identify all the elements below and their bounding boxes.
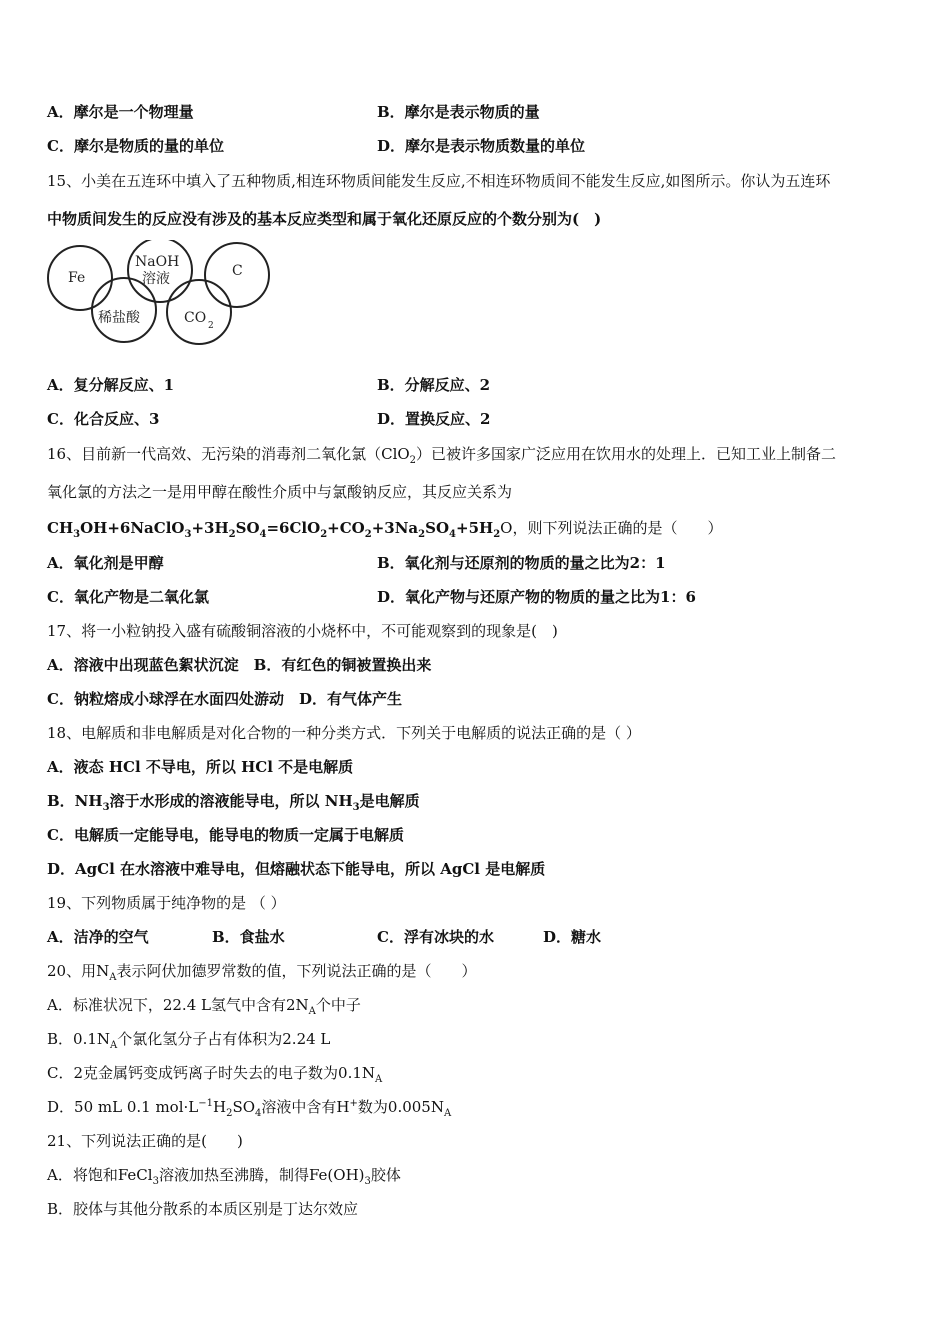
q19-stem: 19、下列物质属于纯净物的是 （ ） <box>47 894 286 912</box>
ring-label-co2-subscript: 2 <box>208 321 214 331</box>
q19-option-d: D．糖水 <box>543 928 602 946</box>
ring-label-fe: Fe <box>68 270 86 286</box>
q14-option-c: C．摩尔是物质的量的单位 <box>47 137 224 155</box>
q16-option-a: A．氧化剂是甲醇 <box>47 554 164 572</box>
q16-equation: $CH_3OH+6NaClO_3+3H_2SO_4=6ClO_2+CO_2+3Na_2SO_4+5H_2O$，则下列说法正确的是（ ） <box>47 519 723 540</box>
q21-option-b: B．胶体与其他分散系的本质区别是丁达尔效应 <box>47 1200 359 1218</box>
ring-label-c: C <box>232 263 243 279</box>
q16-option-d: D．氧化产物与还原产物的物质的量之比为1：6 <box>377 588 696 606</box>
q18-option-c: C．电解质一定能导电，能导电的物质一定属于电解质 <box>47 826 404 844</box>
q17-stem: 17、将一小粒钠投入盛有硫酸铜溶液的小烧杯中，不可能观察到的现象是( ) <box>47 622 558 640</box>
q18-option-a: A．液态 HCl 不导电，所以 HCl 不是电解质 <box>47 758 354 776</box>
q16-stem-line1: 16、目前新一代高效、无污染的消毒剂二氧化氯（ClO$_2$）已被许多国家广泛应用在饮用水的处理上．已知工业上制备二 <box>47 445 837 466</box>
q19-option-c: C．浮有冰块的水 <box>377 928 494 946</box>
q19-option-a: A．洁净的空气 <box>47 928 149 946</box>
ring-label-naoh: NaOH <box>135 254 180 270</box>
ring-label-naoh-solution: 溶液 <box>142 271 170 287</box>
q20-option-b: B．$0.1N_A$个氯化氢分子占有体积为2.24 L <box>47 1030 331 1051</box>
q20-stem: 20、用$N_A$表示阿伏加德罗常数的值，下列说法正确的是（ ） <box>47 962 477 983</box>
q16-stem-line2: 氧化氯的方法之一是用甲醇在酸性介质中与氯酸钠反应，其反应关系为 <box>47 483 513 501</box>
five-ring-diagram <box>44 240 274 346</box>
q18-option-d: D．AgCl 在水溶液中难导电，但熔融状态下能导电，所以 AgCl 是电解质 <box>47 860 546 878</box>
q19-option-b: B．食盐水 <box>212 928 285 946</box>
q21-stem: 21、下列说法正确的是( ) <box>47 1132 243 1150</box>
q15-option-a: A．复分解反应、1 <box>47 376 175 394</box>
ring-label-co2: CO <box>184 310 207 326</box>
q16-option-b: B．氧化剂与还原剂的物质的量之比为2：1 <box>377 554 666 572</box>
q14-option-a: A．摩尔是一个物理量 <box>47 103 194 121</box>
q17-options-row1: A．溶液中出现蓝色絮状沉淀 B．有红色的铜被置换出来 <box>47 656 432 674</box>
q15-option-d: D．置换反应、2 <box>377 410 491 428</box>
q15-option-c: C．化合反应、3 <box>47 410 160 428</box>
q20-option-d: D．50 mL 0.1 $mol\cdot L^{-1}H_2SO_4$溶液中含有H+数为$0.005N_A$ <box>47 1098 452 1119</box>
q18-stem: 18、电解质和非电解质是对化合物的一种分类方式．下列关于电解质的说法正确的是（ ） <box>47 724 641 742</box>
q17-options-row2: C．钠粒熔成小球浮在水面四处游动 D．有气体产生 <box>47 690 402 708</box>
q21-option-a: A．将饱和FeCl$_3$溶液加热至沸腾，制得$Fe(OH)_3$胶体 <box>47 1166 401 1187</box>
q20-option-a: A．标准状况下，22.4 L氢气中含有$2N_A$个中子 <box>47 996 361 1017</box>
q14-option-b: B．摩尔是表示物质的量 <box>377 103 540 121</box>
q18-option-b: B．$NH_3$溶于水形成的溶液能导电，所以 $NH_3$是电解质 <box>47 792 420 813</box>
ring-label-hcl: 稀盐酸 <box>98 310 140 326</box>
q20-option-c: C．2克金属钙变成钙离子时失去的电子数为$0.1N_A$ <box>47 1064 383 1085</box>
q14-option-d: D．摩尔是表示物质数量的单位 <box>377 137 586 155</box>
q15-stem-line1: 15、小美在五连环中填入了五种物质,相连环物质间能发生反应,不相连环物质间不能发生反应,如图所示。你认为五连环 <box>47 172 831 190</box>
q15-stem-line2: 中物质间发生的反应没有涉及的基本反应类型和属于氧化还原反应的个数分别为( ) <box>47 210 602 228</box>
q15-option-b: B．分解反应、2 <box>377 376 491 394</box>
q16-option-c: C．氧化产物是二氧化氯 <box>47 588 209 606</box>
